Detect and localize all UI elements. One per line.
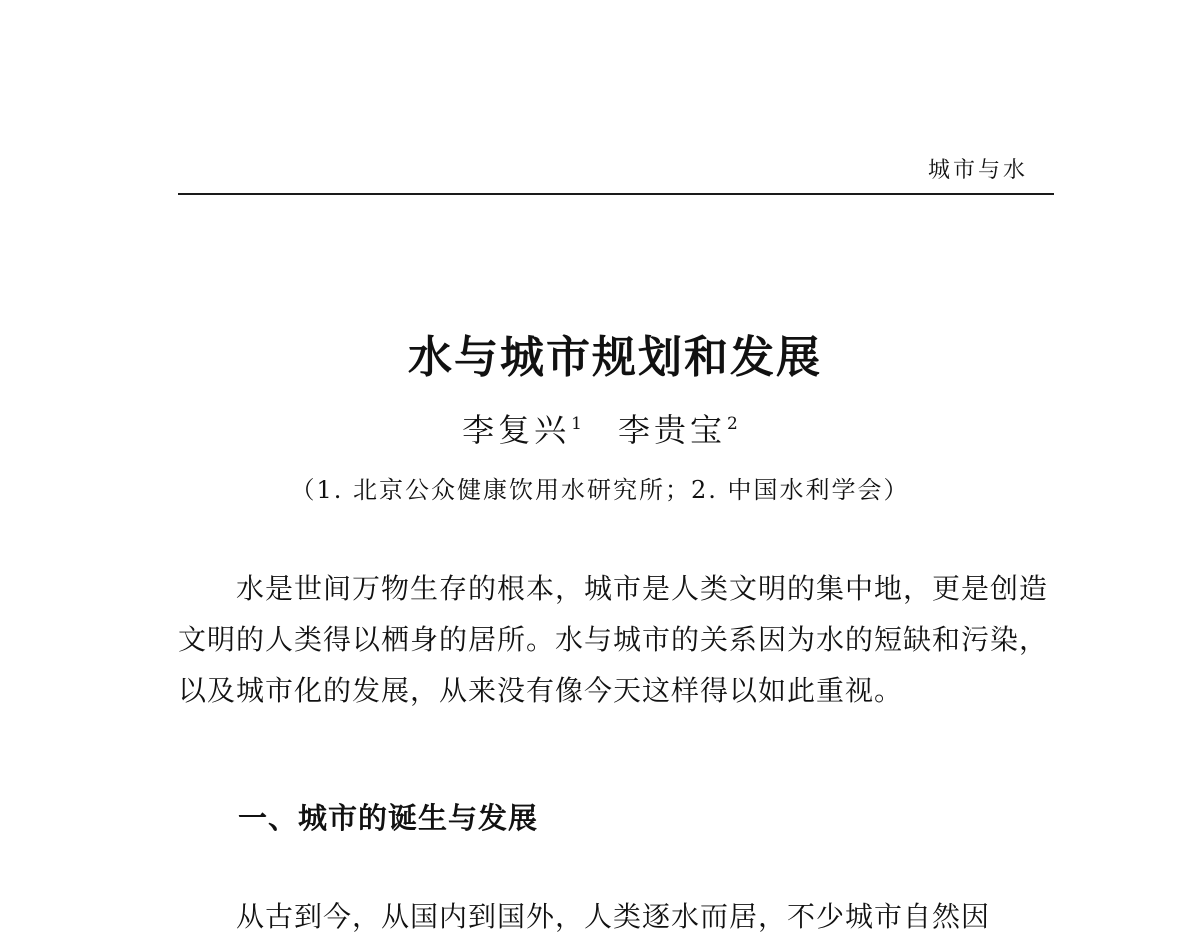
author-name: 李复兴 [462,411,571,449]
author-affiliation-marker: 1 [571,414,582,434]
body-paragraph: 水是世间万物生存的根本，城市是人类文明的集中地，更是创造文明的人类得以栖身的居所。水与城市的关系因为水的短缺和污染，以及城市化的发展，从来没有像今天这样得以如此重视。 [178,572,1049,707]
body-paragraph: 从古到今，从国内到国外，人类逐水而居，不少城市自然因 [236,900,991,933]
author-name: 李贵宝 [618,411,727,449]
section-heading: 一、城市的诞生与发展 [238,801,539,835]
author-affiliation-marker: 2 [727,414,738,434]
article-title: 水与城市规划和发展 [408,332,822,383]
header-rule [178,193,1054,195]
author-line [0,408,1200,452]
running-head: 城市与水 [927,158,1028,183]
affiliation-line: （1. 北京公众健康饮用水研究所；2. 中国水利学会） [290,476,910,504]
